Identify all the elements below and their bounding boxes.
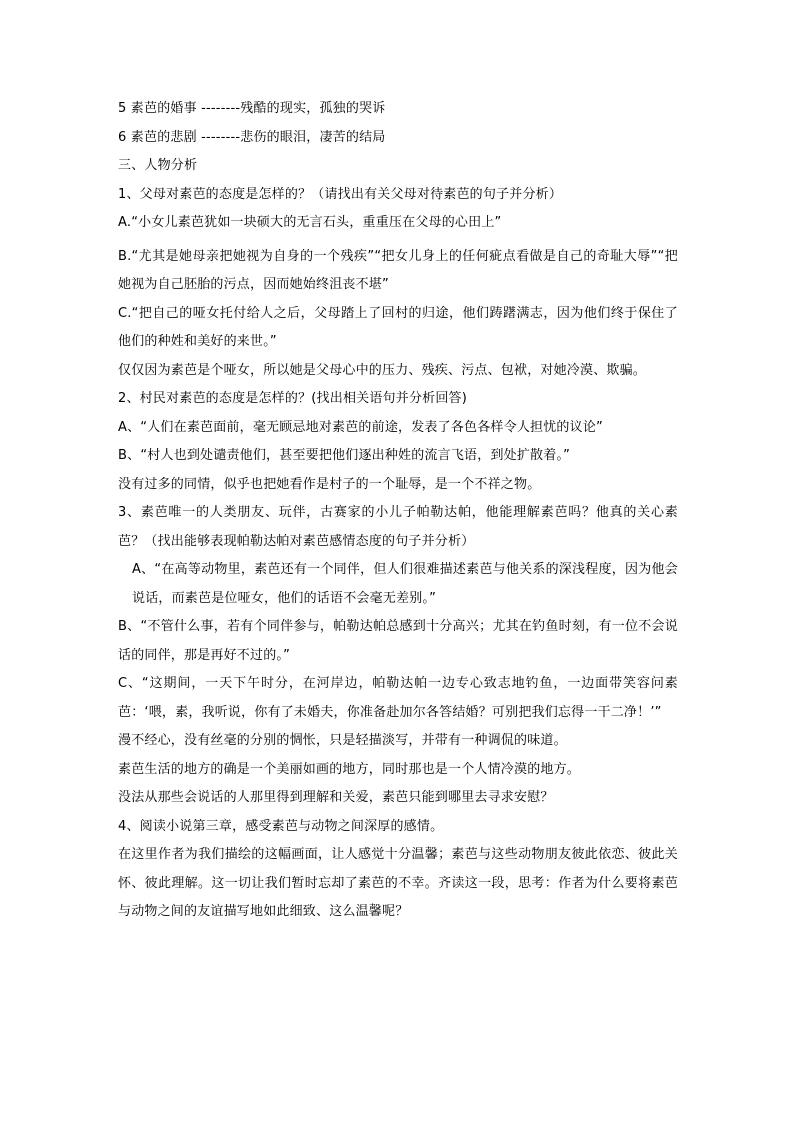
quote-2a: A、“人们在素芭面前，毫无顾忌地对素芭的前途，发表了各色各样令人担忧的议论” <box>118 419 603 435</box>
quote-3b: B、“不管什么事，若有个同伴参与，帕勒达帕总感到十分高兴；尤其在钓鱼时刻，有一位不会说话的同伴，那是再好不过的。” <box>118 619 678 663</box>
analysis-3a: 漫不经心，没有丝毫的分别的惆怅，只是轻描淡写，并带有一种调侃的味道。 <box>118 733 567 748</box>
quote-2b: B、“村人也到处谴责他们，甚至要把他们逐出种姓的流言飞语，到处扩散着。” <box>118 448 571 463</box>
question-4: 4、阅读小说第三章，感受素芭与动物之间深厚的感情。 <box>118 818 444 834</box>
plot-item-6: 6 素芭的悲剧 --------悲伤的眼泪，凄苦的结局 <box>118 129 386 145</box>
plot-item-5: 5 素芭的婚事 --------残酷的现实，孤独的哭诉 <box>118 101 386 116</box>
analysis-4: 在这里作者为我们描绘的这幅画面，让人感觉十分温馨；素芭与这些动物朋友彼此依恋、彼此关怀、彼此理解。这一切让我们暂时忘却了素芭的不幸。齐读这一段，思考：作者为什么要将素芭与动物之间的友谊描写地如此细致、这么温馨呢？ <box>118 847 678 919</box>
question-3: 3、素芭唯一的人类朋友、玩伴，古赛家的小儿子帕勒达帕，他能理解素芭吗？他真的关心素芭？（找出能够表现帕勒达帕对素芭感情态度的句子并分析） <box>118 505 678 549</box>
analysis-3b: 素芭生活的地方的确是一个美丽如画的地方，同时那也是一个人情冷漠的地方。 <box>118 761 581 777</box>
quote-3a: A、“在高等动物里，素芭还有一个同伴，但人们很难描述素芭与他关系的深浅程度，因为他会说话，而素芭是位哑女，他们的话语不会毫无差别。” <box>132 562 678 606</box>
analysis-2: 没有过多的同情，似乎也把她看作是村子的一个耻辱，是一个不祥之物。 <box>118 476 541 492</box>
quote-1c: C.“把自己的哑女托付给人之后，父母踏上了回村的归途，他们踌躇满志，因为他们终于保住了他们的种姓和美好的来世。” <box>118 305 678 349</box>
question-1: 1、父母对素芭的态度是怎样的？（请找出有关父母对待素芭的句子并分析） <box>118 186 563 202</box>
analysis-3c: 没法从那些会说话的人那里得到理解和关爱，素芭只能到哪里去寻求安慰？ <box>118 790 554 805</box>
quote-1b: B.“尤其是她母亲把她视为自身的一个残疾”“把女儿身上的任何疵点看做是自己的奇耻大辱”“把她视为自己胚胎的污点，因而她始终沮丧不堪” <box>118 248 678 292</box>
analysis-1: 仅仅因为素芭是个哑女，所以她是父母心中的压力、残疾、污点、包袱，对她冷漠、欺骗。 <box>118 362 647 378</box>
section-heading-character-analysis: 三、人物分析 <box>118 158 198 173</box>
question-2: 2、村民对素芭的态度是怎样的？(找出相关语句并分析回答) <box>118 391 468 406</box>
quote-1a: A.“小女儿素芭犹如一块硕大的无言石头，重重压在父母的心田上” <box>118 215 502 230</box>
quote-3c: C、“这期间，一天下午时分，在河岸边，帕勒达帕一边专心致志地钓鱼，一边面带笑容问素芭：‘喂，素，我听说，你有了未婚夫，你准备赴加尔各答结婚？可别把我们忘得一干二净！’” <box>118 676 678 720</box>
document-body <box>118 100 678 927</box>
